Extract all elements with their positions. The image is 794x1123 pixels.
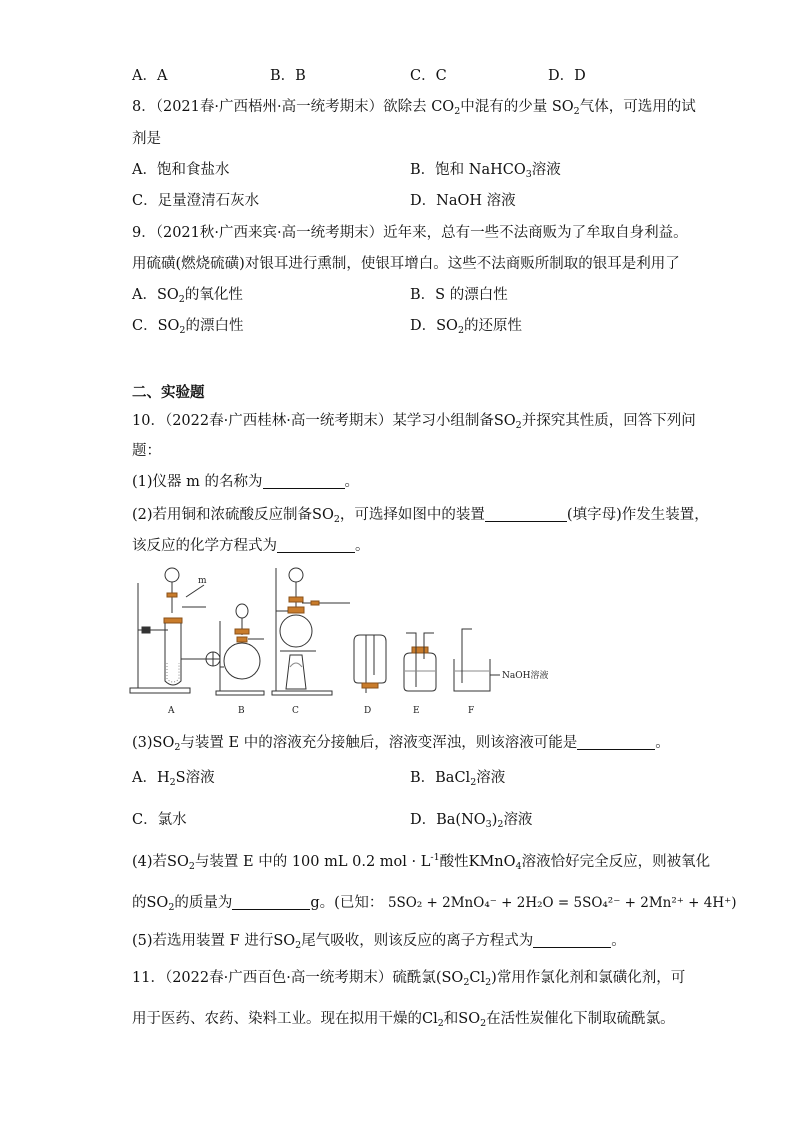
- apparatus-figure: [128, 563, 548, 723]
- q9-option-a: A．$SO_2$的氧化性: [132, 287, 243, 305]
- q10-option-a: A．$H_2S$溶液: [132, 770, 215, 788]
- figure-label-e: E: [413, 706, 420, 716]
- q8-stem-line2: 剂是: [132, 131, 161, 147]
- q9-stem-line2: 用硫磺(燃烧硫磺)对银耳进行熏制，使银耳增白。这些不法商贩所制取的银耳是利用了: [132, 256, 680, 272]
- apparatus-c: [272, 568, 350, 695]
- q7-option-c: C．C: [410, 68, 447, 84]
- q8-option-d: D．NaOH 溶液: [410, 193, 516, 209]
- q10-part1: (1)仪器 m 的名称为 。: [132, 474, 360, 490]
- q8-option-b: B．饱和 NaHCO$_3$溶液: [410, 162, 561, 180]
- q7-option-d: D．D: [548, 68, 586, 84]
- q11-stem-line2: 用于医药、农药、染料工业。现在拟用干燥的$Cl_2$和$SO_2$在活性炭催化下制取硫酰氯。: [132, 1011, 675, 1029]
- answer-blank[interactable]: [485, 506, 567, 522]
- q7-option-a: A．A: [132, 68, 168, 84]
- apparatus-b: [216, 604, 264, 695]
- q10-part3: $(3)SO_2$与装置 E 中的溶液充分接触后，溶液变浑浊，则该溶液可能是 。: [132, 735, 670, 753]
- figure-label-naoh: NaOH溶液: [502, 671, 548, 681]
- answer-blank[interactable]: [277, 537, 355, 553]
- q10-option-c: C．氯水: [132, 812, 187, 828]
- q7-option-b: B．B: [270, 68, 306, 84]
- apparatus-d: [354, 635, 386, 693]
- figure-label-d: D: [364, 706, 372, 716]
- figure-label-m: m: [198, 576, 207, 586]
- q10-stem-line1: 10．（2022春·广西桂林·高一统考期末）某学习小组制备$SO_2$并探究其性质，回答下列问: [132, 413, 696, 431]
- q10-part5: (5)若选用装置 F 进行$SO_2$尾气吸收，则该反应的离子方程式为 。: [132, 933, 626, 951]
- q10-part4-line1: (4)若$SO_2$与装置 E 中的 100 mL 0.2 mol · $L^{-1}$酸性KMnO$_4$溶液恰好完全反应，则被氧化: [132, 852, 711, 872]
- section-heading: 二、实验题: [132, 384, 205, 401]
- q10-stem-line2: 题：: [132, 443, 161, 459]
- apparatus-f: [454, 629, 500, 691]
- answer-blank[interactable]: [533, 932, 611, 948]
- q9-stem-line1: 9．（2021秋·广西来宾·高一统考期末）近年来，总有一些不法商贩为了牟取自身利益。: [132, 225, 688, 241]
- answer-blank[interactable]: [577, 734, 655, 750]
- q11-stem-line1: 11．（2022春·广西百色·高一统考期末）硫酰氯$(SO_2Cl_2)$常用作氯化剂和氯磺化剂，可: [132, 970, 686, 988]
- answer-blank[interactable]: [232, 894, 310, 910]
- q8-option-c: C．足量澄清石灰水: [132, 193, 260, 209]
- figure-label-b: B: [238, 706, 245, 716]
- q9-option-d: D．$SO_2$的还原性: [410, 318, 522, 336]
- q10-part4-line2: 的$SO_2$的质量为 g。(已知： 5SO₂ + 2MnO₄⁻ + 2H₂O = 5SO₄²⁻ + 2Mn²⁺ + 4H⁺): [132, 895, 737, 913]
- q9-option-b: B．S 的漂白性: [410, 287, 508, 303]
- q10-option-d: D．$Ba(NO_3)_2$溶液: [410, 812, 533, 830]
- q8-stem-line1: 8．（2021春·广西梧州·高一统考期末）欲除去 $CO_2$中混有的少量 $SO_2$气体，可选用的试: [132, 99, 696, 117]
- q8-option-a: A．饱和食盐水: [132, 162, 230, 178]
- answer-blank[interactable]: [263, 473, 345, 489]
- q10-part2-line2: 该反应的化学方程式为 。: [132, 538, 370, 554]
- figure-label-c: C: [292, 706, 299, 716]
- figure-label-f: F: [468, 706, 475, 716]
- apparatus-a: [130, 568, 220, 693]
- reaction-equation: 5SO₂ + 2MnO₄⁻ + 2H₂O = 5SO₄²⁻ + 2Mn²⁺ + 4H⁺): [387, 895, 737, 911]
- q10-part2-line1: (2)若用铜和浓硫酸反应制备$SO_2$，可选择如图中的装置 (填字母)作发生装置，: [132, 507, 709, 525]
- q10-option-b: B．BaCl$_2$溶液: [410, 770, 506, 788]
- figure-label-a: A: [168, 706, 175, 716]
- q9-option-c: C．$SO_2$的漂白性: [132, 318, 244, 336]
- apparatus-e: [404, 633, 436, 691]
